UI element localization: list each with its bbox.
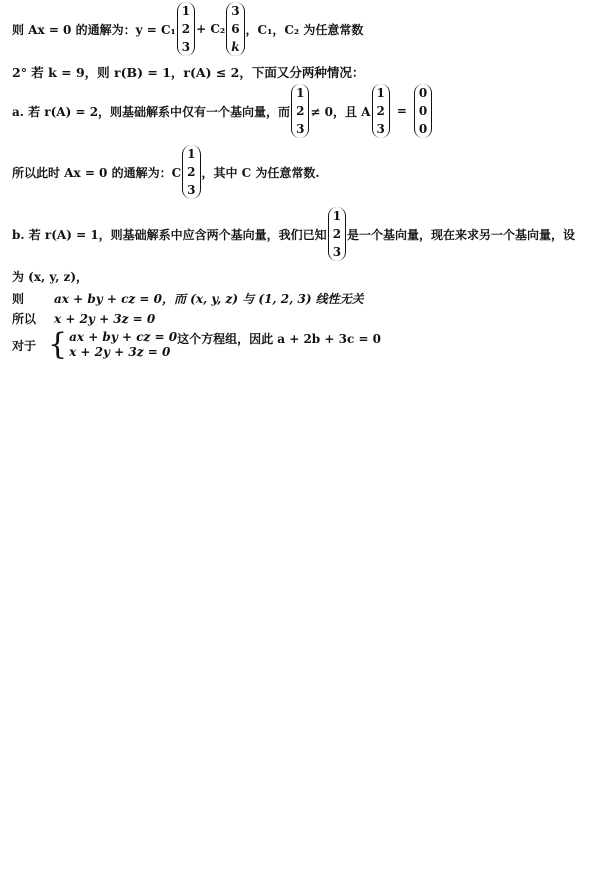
vector-1-2-3: [291, 84, 309, 138]
condition-line: [12, 290, 364, 307]
line1-plus: + C₂: [196, 22, 226, 36]
case-a-mid: ≠ 0，且 A: [310, 104, 371, 119]
case-b-suffix: 是一个基向量，现在来求另一个基向量，设: [347, 227, 576, 242]
vector-entry: 2: [181, 22, 191, 36]
general-solution-line: [12, 2, 363, 56]
system-line: [12, 327, 382, 362]
system-conclusion: 这个方程组，因此 a + 2b + 3c = 0: [177, 331, 382, 346]
vector-1-2-3: [328, 207, 346, 261]
vector-entry: 3: [231, 4, 240, 18]
vector-3-6-k: [226, 2, 244, 56]
vector-entry: 2: [187, 165, 196, 179]
vector-entry: 3: [376, 122, 385, 136]
vector-entry: 0: [418, 86, 428, 100]
case-a-solution-suffix: ，其中 C 为任意常数.: [201, 165, 320, 180]
line1-suffix: ，C₁，C₂ 为任意常数: [245, 22, 364, 37]
vector-definition-text: 为 (x, y, z)，: [12, 270, 89, 284]
vector-1-2-3: [177, 2, 195, 56]
vector-entry: 3: [296, 122, 305, 136]
therefore-label: 所以: [12, 312, 37, 326]
case-a-solution-line: [12, 145, 320, 199]
case-b-prefix: b. 若 r(A) = 1，则基础解系中应含两个基向量，我们已知: [12, 227, 327, 242]
zero-vector: [414, 84, 432, 138]
line1-prefix: 则 Ax = 0 的通解为：y = C₁: [12, 22, 176, 37]
vector-1-2-3: [182, 145, 200, 199]
condition-text: ax + by + cz = 0，而 (x, y, z) 与 (1, 2, 3) 线性无关: [54, 292, 364, 306]
therefore-line: [12, 310, 155, 327]
vector-entry: k: [231, 40, 240, 54]
vector-entry: 3: [187, 183, 196, 197]
system-equation-1: ax + by + cz = 0: [69, 330, 178, 344]
condition-label: 则: [12, 292, 25, 306]
vector-entry: 0: [418, 104, 428, 118]
left-brace: {: [48, 327, 68, 362]
vector-entry: 1: [181, 4, 191, 18]
vector-entry: 1: [332, 209, 342, 223]
case-a-prefix: a. 若 r(A) = 2，则基础解系中仅有一个基向量，而: [12, 104, 291, 119]
vector-entry: 1: [187, 147, 196, 161]
vector-entry: 1: [296, 86, 305, 100]
vector-entry: 3: [332, 245, 342, 259]
vector-entry: 1: [376, 86, 385, 100]
vector-entry: 0: [418, 122, 428, 136]
vector-definition-line: [12, 268, 88, 285]
vector-entry: 3: [181, 40, 191, 54]
equals-sign: =: [396, 104, 407, 118]
system-equation-2: x + 2y + 3z = 0: [69, 345, 171, 359]
vector-entry: 2: [376, 104, 385, 118]
system-label: 对于: [12, 338, 37, 353]
case-2-text: 2° 若 k = 9，则 r(B) = 1，r(A) ≤ 2，下面又分两种情况：: [12, 65, 365, 80]
vector-entry: 2: [296, 104, 305, 118]
therefore-equation: x + 2y + 3z = 0: [54, 311, 156, 326]
case-a-solution-prefix: 所以此时 Ax = 0 的通解为：C: [12, 165, 182, 180]
vector-entry: 6: [231, 22, 240, 36]
case-2-heading: [12, 63, 364, 81]
vector-entry: 2: [332, 227, 342, 241]
equation-system: [69, 330, 177, 360]
case-a-line: [12, 84, 433, 138]
vector-1-2-3: [372, 84, 390, 138]
case-b-line: [12, 207, 575, 261]
